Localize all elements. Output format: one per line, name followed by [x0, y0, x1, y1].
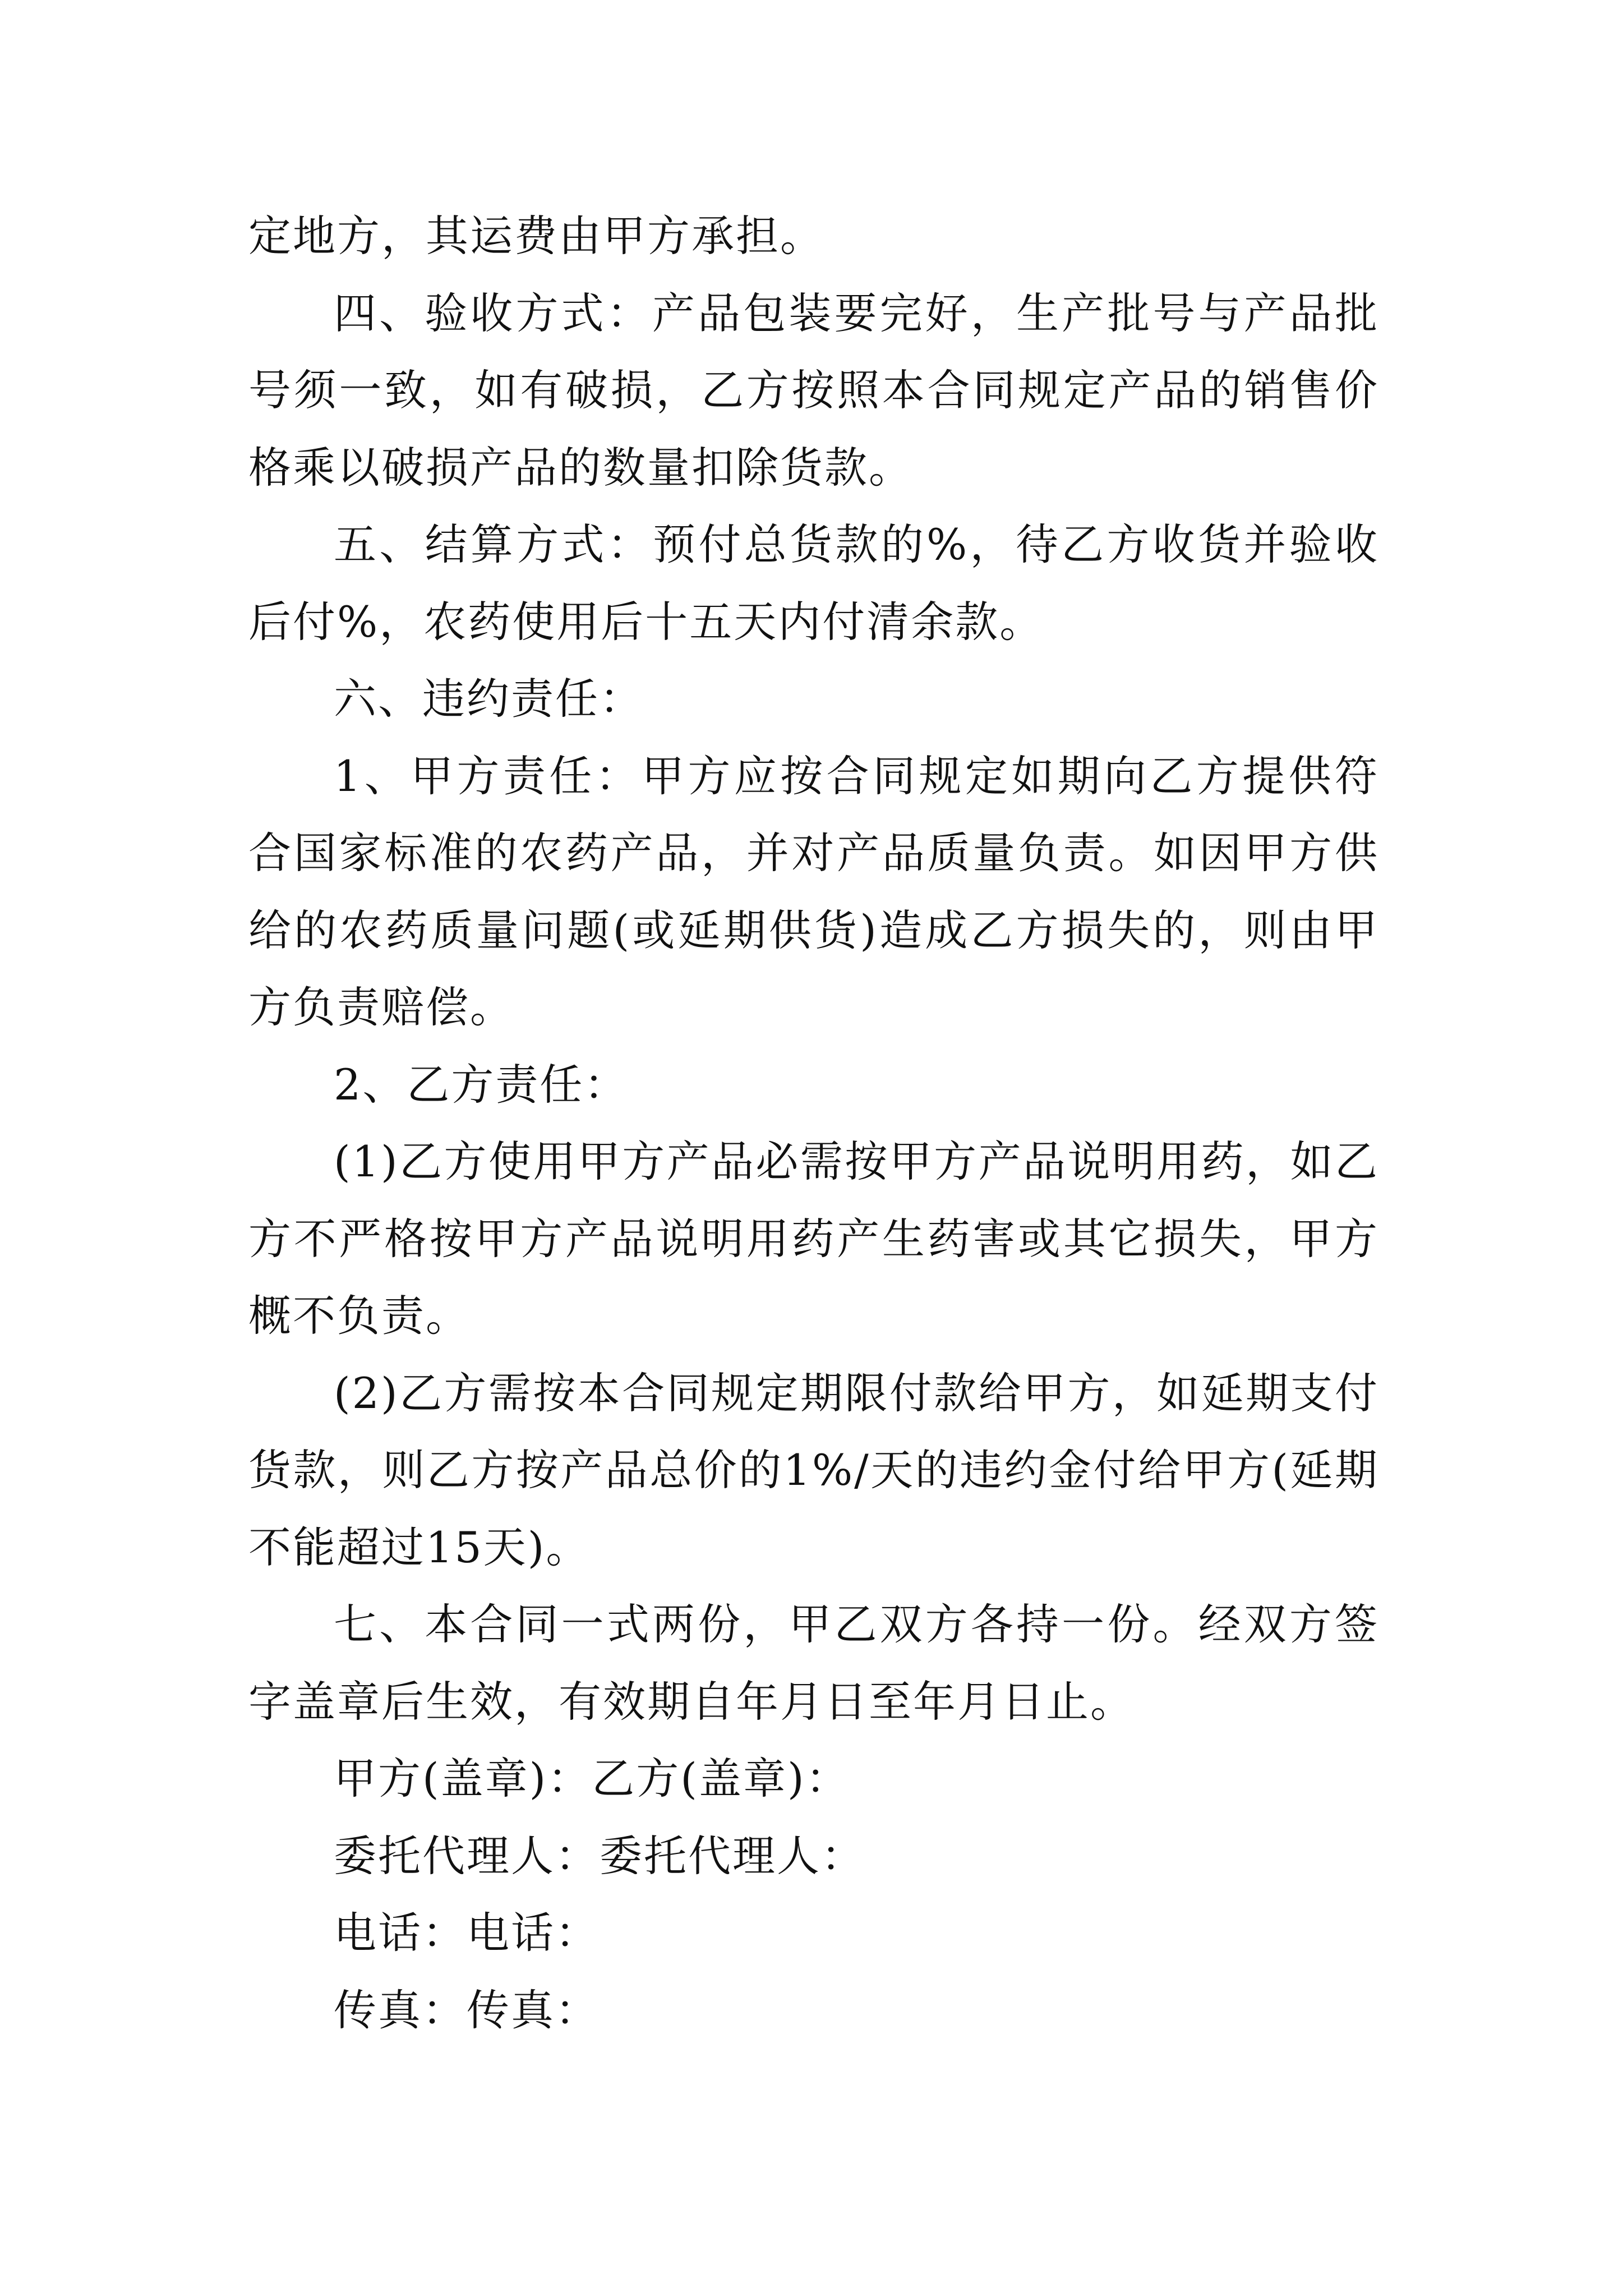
paragraph-party-b-clause-1: (1)乙方使用甲方产品必需按甲方产品说明用药，如乙方不严格按甲方产品说明用药产生药害或其它损失，甲方概不负责。 — [248, 1137, 1379, 1341]
signature-seal-line: 甲方(盖章)：乙方(盖章)： — [334, 1754, 850, 1803]
paragraph-acceptance-method: 四、验收方式：产品包装要完好，生产批号与产品批号须一致，如有破损，乙方按照本合同规定产品的销售价格乘以破损产品的数量扣除货款。 — [248, 288, 1379, 493]
signature-phone-line: 电话：电话： — [334, 1908, 600, 1958]
paragraph-breach-heading: 六、违约责任： — [334, 674, 644, 724]
paragraph-party-a-liability: 1、甲方责任：甲方应按合同规定如期向乙方提供符合国家标准的农药产品，并对产品质量负责。如因甲方供给的农药质量问题(或延期供货)造成乙方损失的，则由甲方负责赔偿。 — [248, 751, 1379, 1032]
signature-fax-line: 传真：传真： — [334, 1985, 600, 2035]
paragraph-transport-cost: 定地方，其运费由甲方承担。 — [248, 211, 824, 261]
paragraph-settlement-method: 五、结算方式：预付总货款的%，待乙方收货并验收后付%，农药使用后十五天内付清余款。 — [248, 519, 1379, 647]
paragraph-copies-validity: 七、本合同一式两份，甲乙双方各持一份。经双方签字盖章后生效，有效期自年月日至年月日止。 — [248, 1599, 1379, 1727]
signature-agent-line: 委托代理人：委托代理人： — [334, 1830, 865, 1881]
contract-body — [248, 197, 1379, 2049]
paragraph-party-b-clause-2: (2)乙方需按本合同规定期限付款给甲方，如延期支付货款，则乙方按产品总价的1%/天的违约金付给甲方(延期不能超过15天)。 — [248, 1368, 1379, 1572]
paragraph-party-b-heading: 2、乙方责任： — [334, 1059, 629, 1110]
